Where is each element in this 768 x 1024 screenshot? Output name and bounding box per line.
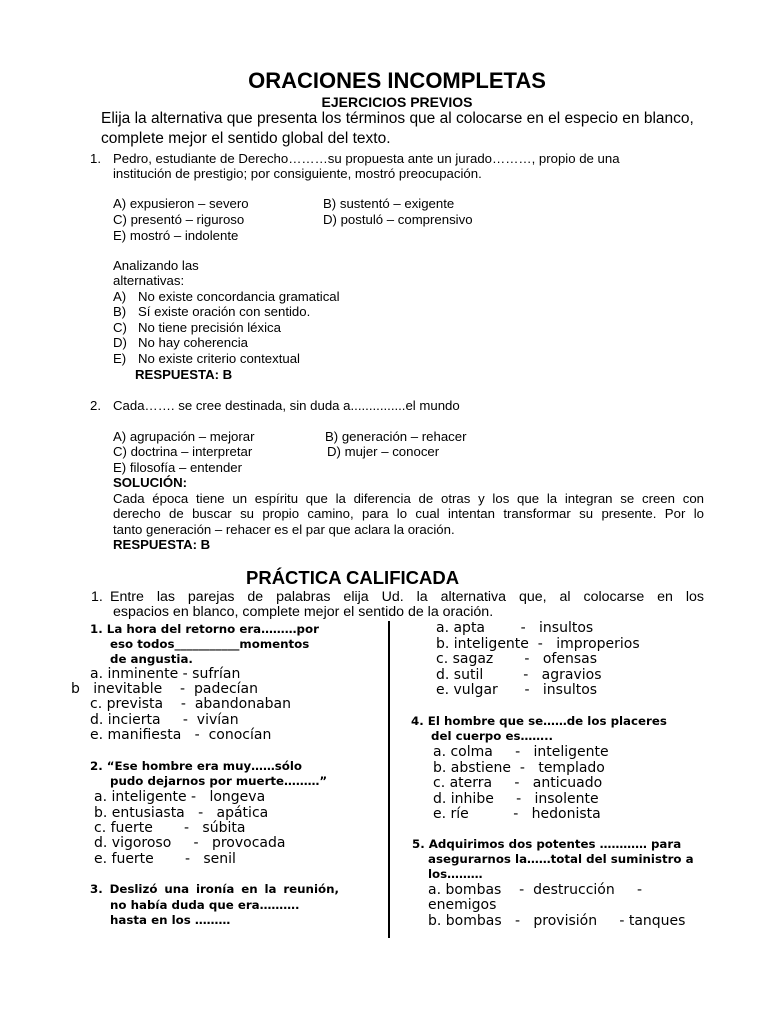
question-text: eso todos___________momentos (110, 637, 310, 651)
option-item: b. bombas - provisión - tanques (428, 913, 686, 929)
option-item: a. colma - inteligente (433, 744, 609, 760)
option-item: e. ríe - hedonista (433, 806, 601, 822)
question-text: de angustia. (110, 652, 193, 666)
analysis-text: No hay coherencia (138, 335, 248, 350)
option-item: e. manifiesta - conocían (90, 727, 272, 743)
option-item: d. sutil - agravios (436, 667, 602, 683)
option-e: E) mostró – indolente (113, 228, 239, 243)
question-text: 5. Adquirimos dos potentes ………… para (412, 837, 682, 851)
option-item: c. sagaz - ofensas (436, 651, 597, 667)
intro-line: Elija la alternativa que presenta los términos que al colocarse en el especio en blanco, (101, 110, 694, 127)
option-item: a. apta - insultos (436, 620, 594, 636)
option-item: e. fuerte - senil (94, 851, 236, 867)
question-text: pudo dejarnos por muerte………” (110, 774, 328, 788)
page-subtitle: EJERCICIOS PREVIOS (321, 94, 473, 110)
option-item: b. inteligente - improperios (436, 636, 640, 652)
option-b: B) sustentó – exigente (323, 196, 455, 211)
question-text: 4. El hombre que se……de los placeres (411, 714, 667, 728)
instruction-text: espacios en blanco, complete mejor el sentido de la oración. (113, 604, 494, 620)
page-title: ORACIONES INCOMPLETAS (248, 68, 546, 93)
column-divider (388, 621, 390, 938)
question-text: hasta en los ……… (110, 913, 231, 927)
analysis-text: No existe criterio contextual (138, 351, 300, 366)
instruction-number: 1. (91, 589, 103, 605)
analysis-heading: alternativas: (113, 273, 185, 288)
question-text: 2. “Ese hombre era muy……sólo (90, 759, 303, 773)
option-d: D) mujer – conocer (327, 444, 440, 459)
analysis-heading: Analizando las (113, 258, 199, 273)
question-text: los……… (428, 867, 483, 881)
analysis-letter: D) (113, 335, 127, 350)
option-item: c. fuerte - súbita (94, 820, 246, 836)
question-text: 3. Deslizó una ironía en la reunión, (90, 882, 339, 896)
analysis-letter: A) (113, 289, 127, 304)
analysis-letter: E) (113, 351, 127, 366)
instruction-text: Entre las parejas de palabras elija Ud. la alternativa que, al colocarse en los (110, 589, 704, 605)
question-text: 1. La hora del retorno era………por (90, 622, 319, 636)
option-c: C) doctrina – interpretar (113, 444, 253, 459)
solution-label: SOLUCIÓN: (113, 475, 187, 490)
question-text: del cuerpo es…….. (431, 729, 554, 743)
option-item: c. aterra - anticuado (433, 775, 603, 791)
option-item: a. inteligente - longeva (94, 789, 266, 805)
answer-label: RESPUESTA: B (135, 367, 233, 382)
option-item: b. entusiasta - apática (94, 805, 269, 821)
question-number: 2. (90, 398, 101, 413)
question-number: 1. (90, 151, 101, 166)
option-item: c. prevista - abandonaban (90, 696, 291, 712)
solution-text: derecho de buscar su propio camino, para lo cual intentan transformar su presente. Por lo (113, 506, 704, 521)
option-b: B) generación – rehacer (325, 429, 467, 444)
option-item: b inevitable - padecían (71, 681, 259, 697)
option-item: a. bombas - destrucción - (428, 882, 643, 898)
option-c: C) presentó – riguroso (113, 212, 245, 227)
option-item: b. abstiene - templado (433, 760, 605, 776)
solution-text: tanto generación – rehacer es el par que aclara la oración. (113, 522, 455, 537)
solution-text: Cada época tiene un espíritu que la diferencia de otras y los que la integran se creen con (113, 491, 704, 506)
option-d: D) postuló – comprensivo (323, 212, 473, 227)
option-item: d. vigoroso - provocada (94, 835, 286, 851)
question-text: no había duda que era………. (110, 898, 300, 912)
option-item: enemigos (428, 897, 497, 913)
option-a: A) expusieron – severo (113, 196, 249, 211)
intro-line: complete mejor el sentido global del texto. (101, 130, 391, 147)
option-a: A) agrupación – mejorar (113, 429, 255, 444)
answer-label: RESPUESTA: B (113, 537, 211, 552)
question-text: asegurarnos la……total del suministro a (428, 852, 694, 866)
option-item: e. vulgar - insultos (436, 682, 598, 698)
analysis-text: Sí existe oración con sentido. (138, 304, 311, 319)
analysis-letter: C) (113, 320, 127, 335)
analysis-text: No existe concordancia gramatical (138, 289, 340, 304)
analysis-text: No tiene precisión léxica (138, 320, 281, 335)
option-item: a. inminente - sufrían (90, 666, 241, 682)
option-item: d. inhibe - insolente (433, 791, 599, 807)
analysis-letter: B) (113, 304, 127, 319)
section-title: PRÁCTICA CALIFICADA (246, 567, 460, 588)
question-text: institución de prestigio; por consiguiente, mostró preocupación. (113, 166, 482, 181)
option-e: E) filosofía – entender (113, 460, 243, 475)
question-text: Pedro, estudiante de Derecho………su propuesta ante un jurado………, propio de una (113, 151, 620, 166)
question-text: Cada……. se cree destinada, sin duda a...............el mundo (113, 398, 460, 413)
option-item: d. incierta - vivían (90, 712, 239, 728)
